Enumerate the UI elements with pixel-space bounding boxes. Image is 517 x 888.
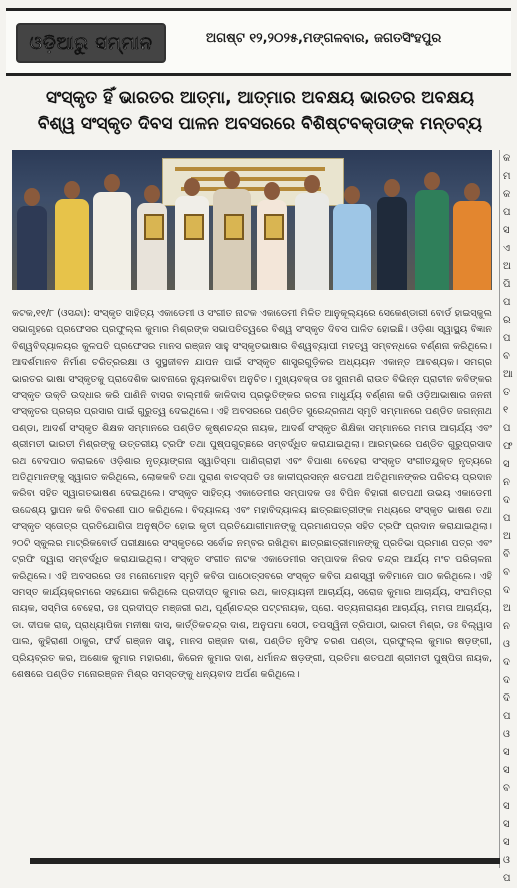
adjacent-column-char: ପ: [503, 333, 511, 344]
adjacent-column-char: ବ: [503, 351, 510, 362]
adjacent-column-char: ନ: [503, 621, 510, 632]
adjacent-column-char: ସ: [503, 837, 510, 848]
adjacent-column-char: ର: [503, 315, 511, 326]
adjacent-column-char: ସ: [503, 819, 510, 830]
adjacent-column-char: ଓ: [503, 729, 510, 740]
award-plaque: [184, 214, 204, 240]
adjacent-column-char: ବ: [503, 567, 510, 578]
adjacent-column-char: ସ: [503, 801, 510, 812]
adjacent-column-char: ତ: [503, 387, 511, 398]
adjacent-column-char: ଅ: [503, 603, 511, 614]
adjacent-column-char: ଦ: [503, 585, 510, 596]
photo-person: [333, 186, 371, 290]
bottom-rule: [30, 858, 500, 864]
adjacent-column-char: ଦି: [503, 693, 510, 704]
adjacent-column-char: ଦ: [503, 495, 510, 506]
award-plaque: [144, 214, 164, 240]
article-body: କଟକ,୧୧/୮ (ଓସନ୍ଦା): ସଂସ୍କୃତ ସାହିତ୍ୟ ଏକାଡେମୀ ଓ ସଂଗୀତ ନାଟକ ଏକାଡେମୀ ମିଳିତ ଆନୁକୂଲ୍ୟରେ ସେକେଣ୍ଡାରୀ ବୋର୍ଡ ହାଇସ୍କୁଲ ସଭାଗୃହରେ ପ୍ରଫେସର ପ୍ରଫୁଲ୍ଲ କୁମାର ମିଶ୍ରଙ୍କ ସଭାପତିତ୍ୱରେ ବିଶ୍ୱ ସଂସ୍କୃତ ଦିବସ ପାଳିତ ହୋଇଛି। ଓଡ଼ିଶା ସ୍ୱାସ୍ଥ୍ୟ ବିଜ୍ଞାନ ବିଶ୍ୱବିଦ୍ୟାଳୟର କୁଳପତି ପ୍ରଫେସର ମାନସ ରଞ୍ଜନ ସାହୁ ସଂସ୍କୃତଭାଷାର ବିଶ୍ୱବ୍ୟାପୀ ମହତ୍ୱ ସମ୍ବନ୍ଧରେ ବର୍ଣ୍ଣନା କରିଥିଲେ। ଆଦର୍ଶମାନବ ନିର୍ମାଣ ଚରିତ୍ରରକ୍ଷା ଓ ସୁସ୍ଥଜୀବନ ଯାପନ ପାଇଁ ସଂସ୍କୃତ ଶାସ୍ତ୍ରଗୁଡ଼ିକର ଅଧ୍ୟୟନ ଏକାନ୍ତ ଆବଶ୍ୟକ। ସମଗ୍ର ଭାରତର ଭାଷା ସଂସ୍କୃତକୁ ପ୍ରାଦେଶିକ ଭାବନାରେ ନ୍ୟୁନଭାବିବା ଅନୁଚିତ। ମୁଖ୍ୟବକ୍ତା ଡଃ ସୁନାମଣି ରାଉତ ବିଭିନ୍ନ ପ୍ରାଚୀନ କବିଙ୍କର ସଂସ୍କୃତ ଉକ୍ତି ଉଦ୍ଧାର କରି ପାଣିନି ବାସର ବାଲ୍ମୀକି କାଳିଦାସ ପ୍ରଭୃତିଙ୍କର ରଚନା ମାଧୁର୍ଯ୍ୟ ବର୍ଣ୍ଣନା କରି ଓଡ଼ିଆଭାଷାର ଜନନୀ ସଂସ୍କୃତର ପ୍ରଚାର ପ୍ରସାର ପାଇଁ ଗୁରୁତ୍ୱ ଦେଇଥିଲେ। ଏହି ଅବସରରେ ପଣ୍ଡିତ ସୁରେନ୍ଦ୍ରନାଥ ସ୍ମୃତି ସମ୍ମାନରେ ପଣ୍ଡିତ ଜଗନ୍ନାଥ ପଣ୍ଡା, ଆଦର୍ଶ ସଂସ୍କୃତ ଶିକ୍ଷକ ସମ୍ମାନରେ ପଣ୍ଡିତ କୃଷ୍ଣଚନ୍ଦ୍ର ନାୟକ, ଆଦର୍ଶ ସଂସ୍କୃତ ଶିକ୍ଷିକା ସମ୍ମାନରେ ମମତା ଆଚାର୍ଯ୍ୟ ଏବଂ ଶ୍ରୀମତୀ ଭାରତୀ ମିଶ୍ରଙ୍କୁ ଉତ୍ତରୀୟ ଟ୍ରଫି ତଥା ପୁଷ୍ପଗୁଚ୍ଛରେ ସମ୍ବର୍ଦ୍ଧିତ କରାଯାଇଥିଲା। ଆରମ୍ଭରେ ପଣ୍ଡିତ ଗୁରୁପ୍ରସାଦ ରଥ ବେଦପାଠ କରାଇବେ ଓଡ଼ିଶାର ନୃତ୍ୟାଙ୍ଗନା ସ୍ୱାତିସ୍ମା ପାଣିଗ୍ରାହୀ ଏବଂ ବିପାଶା ବେହେରା ସଂସ୍କୃତ ସଂଗୀତଯୁକ୍ତ ନୃତ୍ୟରେ ଅତିଥିମାନଙ୍କୁ ସ୍ୱାଗତ କରିଥିଲେ, ଲୋକକବି ତଥା ପୁରାଣ ବାଚସ୍ପତି ଡଃ କାଳୀପ୍ରସନ୍ନ ଶତପଥୀ ଅତିଥିମାନଙ୍କର ପରିଚୟ ପ୍ରଦାନ କରିବା ସହିତ ସ୍ୱାଗତଭାଷଣ ଦେଇଥିଲେ। ସଂସ୍କୃତ ସାହିତ୍ୟ ଏକାଡେମୀର ସମ୍ପାଦକ ଡଃ ବିପିନ ବିହାରୀ ଶତପଥୀ ଉଭୟ ଏକାଡେମୀ ଉଦ୍ଦେଶ୍ୟ ସ୍ଥାପନ କରି ବିବରଣୀ ପାଠ କରିଥିଲେ। ବିଦ୍ୟାଳୟ ଏବଂ ମହାବିଦ୍ୟାଳୟ ଛାତ୍ରଛାତ୍ରୀଙ୍କ ମଧ୍ୟରେ ସଂସ୍କୃତ ଭାଷଣ ତଥା ସଂସ୍କୃତ ସ୍ତୋତ୍ର ପ୍ରତିଯୋଗିତା ଅନୁଷ୍ଠିତ ହୋଇ କୃତୀ ପ୍ରତିଯୋଗୀମାନଙ୍କୁ ପ୍ରମାଣପତ୍ର ସହିତ ଟ୍ରଫି ପ୍ରଦାନ କରାଯାଇଥିଲା। ୨୦ଟି ସ୍କୁଲର ମାଟ୍ରିକବୋର୍ଡ ପରୀକ୍ଷାରେ ସଂସ୍କୃତରେ ସର୍ବୋଚ୍ଚ ନମ୍ବର ରଖିଥିବା ଛାତ୍ରଛାତ୍ରୀମାନଙ୍କୁ ପ୍ରତିଭା ପ୍ରମାଣ ପତ୍ର ଏବଂ ଟ୍ରଫି ଦ୍ୱାରା ସମ୍ବର୍ଦ୍ଧିତ କରାଯାଇଥିଲା। ସଂସ୍କୃତ ସଂଗୀତ ନାଟକ ଏକାଡେମୀର ସମ୍ପାଦକ ନିରଦ ଚନ୍ଦ୍ର ଆର୍ଯ୍ୟ ମଂଚ ପରିଚାଳନା କରିଥିଲେ। ଏହି ଅବସରରେ ଡଃ ମନୋମୋହନ ସ୍ମୃତି କବିତା ପାଠୋତ୍ସବରେ ସଂସ୍କୃତ କବିତା ଯଶସ୍ୱୀ କବିମାନେ ପାଠ କରିଥିଲେ। ଏହି ସମସ୍ତ କାର୍ଯ୍ୟକ୍ରମରେ ସହଯୋଗ କରିଥିଲେ ପ୍ରଦୀପ୍ତ କୁମାର ରଥ, କାତ୍ୟାୟନୀ ଆଚାର୍ଯ୍ୟ, ସରୋଜ କୁମାର ଆଚାର୍ଯ୍ୟ, ସଂଘମିତ୍ରା ନାୟକ, ସସ୍ମିତା ବେହେରା, ଡଃ ପ୍ରଦୀପ୍ତ ମଞ୍ଜରୀ ରଥ, ପୂର୍ଣ୍ଣଚନ୍ଦ୍ର ପଟ୍ଟନାୟକ, ପ୍ରୋ. ସତ୍ୟନାରାୟଣ ଆଚାର୍ଯ୍ୟ, ମମତା ଆଚାର୍ଯ୍ୟ, ଡା. ଦୀପକ ରାଜ୍, ପ୍ରାଧ୍ୟାପିକା ମନୀଷା ଦାସ, କାର୍ତ୍ତିକଚନ୍ଦ୍ର ଦାଶ, ଅନୁପମା ସେଠୀ, ତପସ୍ୱିନୀ ତ୍ରିପାଠୀ, ଭାରତୀ ମିଶ୍ର, ଡଃ ବିଲ୍ୱାସ ପାଲ, କୁହିରାଣୀ ଠାକୁର, ଫର୍ଦ ଗଞ୍ଜନ ସାହୁ, ମାନସ ରଞ୍ଜନ ଦାଶ, ପଣ୍ଡିତ ନୃସିଂହ ଚରଣ ପଣ୍ଡା, ପ୍ରଫୁଲ୍ଲ କୁମାର ଷଡ଼ଙ୍ଗୀ, ପ୍ରିୟବ୍ରତ କର, ଅଶୋକ କୁମାର ମହାରଣା, କିରେନ କୁମାର ଦାଶ, ଧର୍ମାନନ୍ଦ ଷଡ଼ଙ୍ଗୀ, ପ୍ରତିମା ଶତପଥୀ ଶ୍ରୀମତୀ ପୁଷ୍ପିତା ନାୟକ, ଶେଷରେ ପଣ୍ଡିତ ମନୋରଞ୍ଜନ ମିଶ୍ର ସମସ୍ତଙ୍କୁ ଧନ୍ୟବାଦ ଅର୍ପଣ କରିଥିଲେ।: [12, 308, 492, 680]
award-plaque: [264, 214, 284, 240]
masthead: [6, 8, 511, 76]
photo-person: [55, 181, 89, 290]
adjacent-column-char: ଫ: [503, 441, 513, 452]
photo-person: [93, 174, 131, 290]
adjacent-column-char: ଓ: [503, 855, 510, 866]
adjacent-column-char: ପ: [503, 207, 511, 218]
adjacent-column: [503, 150, 517, 884]
adjacent-column-char: ଅ: [503, 261, 511, 272]
adjacent-column-char: ସ: [503, 765, 510, 776]
adjacent-column-char: ପ: [503, 513, 511, 524]
adjacent-column-char: ଦ: [503, 657, 510, 668]
photo-person: [295, 175, 329, 290]
adjacent-column-char: କ: [503, 153, 511, 164]
adjacent-column-char: କ: [503, 189, 511, 200]
newspaper-logo: ଓଡ଼ିଆରୁ ସମ୍ମାନ: [16, 23, 166, 63]
adjacent-column-char: ବି: [503, 549, 510, 560]
adjacent-column-char: ୧: [503, 405, 509, 416]
adjacent-column-char: ସ: [503, 225, 510, 236]
headline-line-2: ବିଶ୍ୱ ସଂସ୍କୃତ ଦିବସ ପାଳନ ଅବସରରେ ବିଶିଷ୍ଟବକ୍ତାଙ୍କ ମନ୍ତବ୍ୟ: [37, 114, 483, 134]
event-photo: [12, 150, 492, 290]
adjacent-column-char: ନ: [503, 477, 510, 488]
adjacent-column-char: ଅ: [503, 531, 511, 542]
adjacent-column-char: ଏ: [503, 243, 511, 254]
photo-person: [17, 188, 47, 290]
adjacent-column-char: ଓ: [503, 639, 510, 650]
adjacent-column-char: ସ: [503, 747, 510, 758]
adjacent-column-char: ସ: [503, 459, 510, 470]
adjacent-column-char: ଆ: [503, 369, 513, 380]
column-divider: [499, 150, 500, 868]
adjacent-column-char: ପ: [503, 423, 511, 434]
photo-person: [415, 172, 449, 290]
headline-line-1: ସଂସ୍କୃତ ହିଁ ଭାରତର ଆତ୍ମା, ଆତ୍ମାର ଅବକ୍ଷୟ ଭାରତର ଅବକ୍ଷୟ: [45, 88, 475, 108]
photo-person: [377, 179, 407, 290]
award-plaque: [224, 214, 244, 240]
adjacent-column-char: ବ: [503, 783, 510, 794]
adjacent-column-char: ମ: [503, 171, 511, 182]
adjacent-column-char: ପି: [503, 279, 511, 290]
adjacent-column-char: ଦ: [503, 675, 510, 686]
dateline: ଅଗଷ୍ଟ ୧୨,୨୦୨୫,ମଙ୍ଗଳବାର, ଜଗତସିଂହପୁର: [206, 31, 442, 46]
photo-person: [453, 183, 491, 290]
adjacent-column-char: ପ: [503, 297, 511, 308]
adjacent-column-char: ପ: [503, 711, 511, 722]
adjacent-column-char: ପ: [503, 873, 511, 884]
